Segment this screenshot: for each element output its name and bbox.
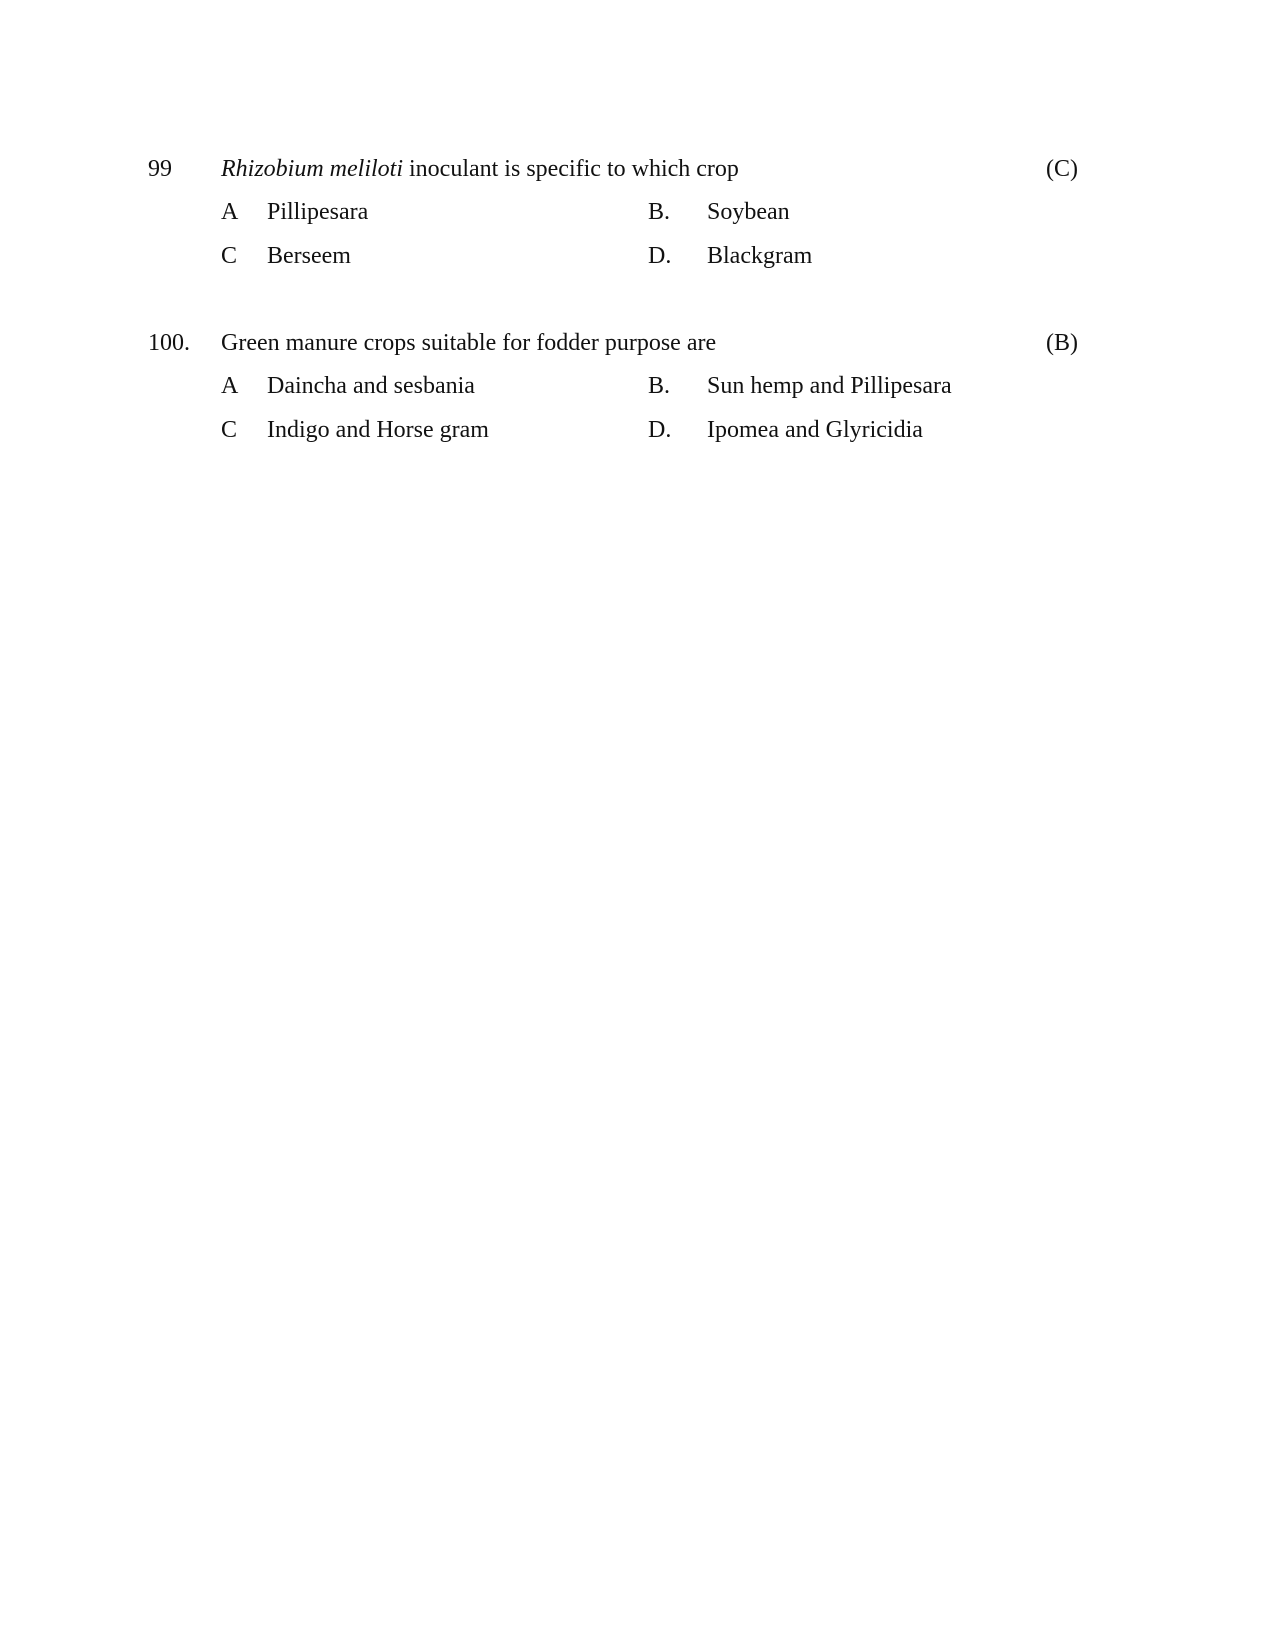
question-stem [148, 322, 1078, 364]
option-text: Soybean [707, 199, 790, 225]
question-text [221, 148, 739, 190]
option-text: Berseem [267, 243, 351, 269]
option-letter: D. [648, 417, 672, 443]
question-number: 100. [148, 330, 190, 356]
question-99 [148, 148, 1078, 278]
option-a [221, 364, 475, 408]
option-text: Blackgram [707, 243, 813, 269]
option-d [648, 408, 923, 452]
option-c [221, 234, 351, 278]
options-row [148, 234, 1078, 278]
option-b [648, 364, 952, 408]
option-c [221, 408, 489, 452]
option-letter: B. [648, 199, 671, 225]
option-letter: D. [648, 243, 672, 269]
option-letter: C [221, 243, 238, 269]
option-letter: C [221, 417, 238, 443]
option-letter: A [221, 199, 239, 225]
question-text-rest: inoculant is specific to which crop [403, 156, 739, 182]
option-text: Sun hemp and Pillipesara [707, 373, 952, 399]
question-100 [148, 322, 1078, 452]
answer-key: (C) [1046, 156, 1078, 182]
question-text-rest: Green manure crops suitable for fodder purpose are [221, 330, 717, 356]
question-stem [148, 148, 1078, 190]
option-letter: B. [648, 373, 671, 399]
option-a [221, 190, 368, 234]
question-number: 99 [148, 156, 172, 182]
option-text: Daincha and sesbania [267, 373, 475, 399]
option-text: Pillipesara [267, 199, 369, 225]
options-row [148, 408, 1078, 452]
question-text-italic: Rhizobium meliloti [221, 156, 403, 182]
options-row [148, 364, 1078, 408]
option-d [648, 234, 812, 278]
option-text: Indigo and Horse gram [267, 417, 489, 443]
option-text: Ipomea and Glyricidia [707, 417, 923, 443]
answer-key: (B) [1046, 330, 1078, 356]
question-text [221, 322, 716, 364]
options-row [148, 190, 1078, 234]
option-letter: A [221, 373, 239, 399]
option-b [648, 190, 790, 234]
